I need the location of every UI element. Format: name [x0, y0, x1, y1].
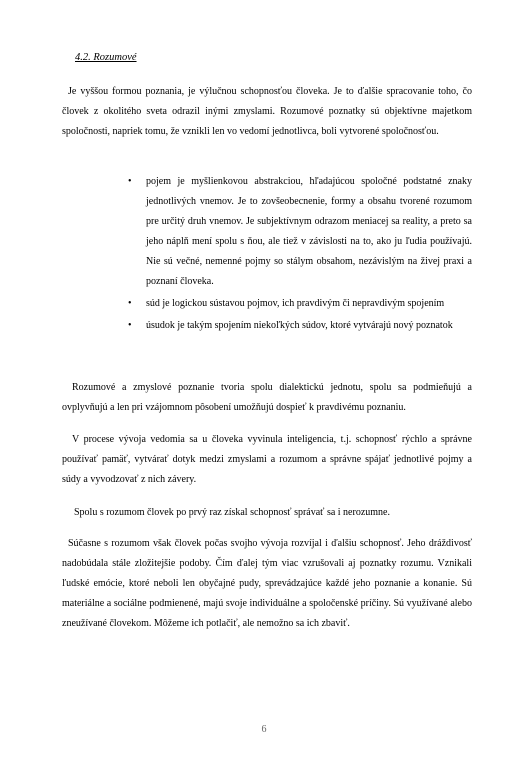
bullet-icon: •: [128, 320, 132, 331]
paragraph-emotions: Súčasne s rozumom však človek počas svojho vývoja rozvíjal i ďalšiu schopnosť. Jeho dráždivosť nadobúdala stále zložitejšie podoby. Čím ďalej tým viac vzrušovali aj poznatky rozumu. Vznikali ľudské emócie, ktoré neboli len obyčajné pudy, sprevádzajúce každé jeho poznanie a konanie. Sú materiálne a sociálne podmienené, majú svoje individuálne a spoločenské príčiny. Sú využívané alebo zneužívané človekom. Môžeme ich potlačiť, ale nemožno sa ich zbaviť.: [62, 538, 472, 629]
bullet-icon: •: [128, 176, 132, 187]
page-number: 6: [261, 724, 267, 735]
paragraph-dialectic: Rozumové a zmyslové poznanie tvoria spolu dialektickú jednotu, spolu sa podmieňujú a ovplyvňujú a len pri vzájomnom pôsobení umožňujú dospieť k pravdivému poznaniu.: [62, 382, 472, 413]
section-heading: 4.2. Rozumové: [75, 52, 137, 63]
bullet-icon: •: [128, 298, 132, 309]
list-item: [128, 172, 472, 292]
list-item-text: súd je logickou sústavou pojmov, ich pravdivým či nepravdivým spojením: [146, 298, 445, 309]
paragraph-intro: Je vyššou formou poznania, je výlučnou schopnosťou človeka. Je to ďalšie spracovanie toho, čo človek z okolitého sveta odrazil inými zmyslami. Rozumové poznatky sú objektívne majetkom spoločnosti, napriek tomu, že vznikli len vo vedomí jednotlivca, boli vytvorené spoločnosťou.: [62, 86, 472, 137]
paragraph-irrational: Spolu s rozumom človek po prvý raz získal schopnosť správať sa i nerozumne.: [74, 507, 390, 518]
bullet-list: [128, 172, 472, 338]
list-item-text: pojem je myšlienkovou abstrakciou, hľadajúcou spoločné podstatné znaky jednotlivých vnemov. Je to zovšeobecnenie, formy a obsahu tvorené rozumom pre určitý druh vnemov. Je subjektívnym odrazom meniacej sa reality, a preto sa jeho náplň mení spolu s ňou, ale tiež v závislosti na to, ako ju ľudia používajú. Nie sú večné, nemenné pojmy so stálym obsahom, nezávislým na živej praxi a poznaní človeka.: [146, 176, 472, 287]
list-item: [128, 294, 472, 314]
list-item: [128, 316, 472, 336]
paragraph-intelligence: V procese vývoja vedomia sa u človeka vyvinula inteligencia, t.j. schopnosť rýchlo a správne používať pamäť, vytvárať dotyk medzi zmyslami a rozumom a správne spájať jednotlivé pojmy a súdy a vyvodzovať z nich závery.: [62, 434, 472, 485]
list-item-text: úsudok je takým spojením niekoľkých súdov, ktoré vytvárajú nový poznatok: [146, 320, 453, 331]
